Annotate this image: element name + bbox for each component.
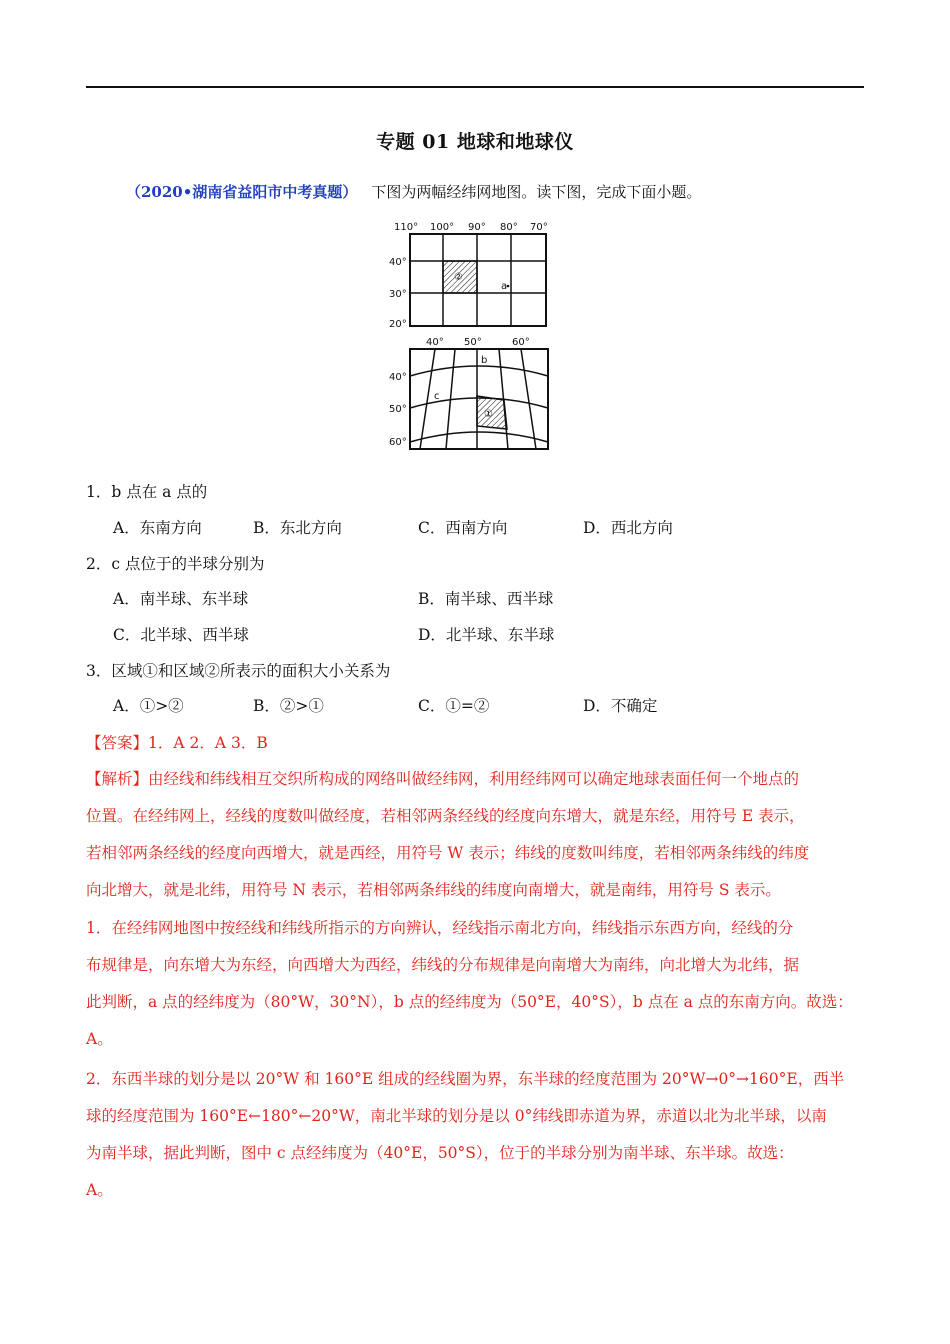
analysis-q2-line-4: A。 xyxy=(86,1181,113,1199)
analysis-line-2: 位置。在经纬网上，经线的度数叫做经度，若相邻两条经线的经度向东增大，就是东经，用符号 E 表示， xyxy=(86,807,805,825)
q3-option-d: D．不确定 xyxy=(583,697,658,715)
analysis-q1-line-2: 布规律是，向东增大为东经，向西增大为西经，纬线的分布规律是向南增大为南纬，向北增大为北纬，据 xyxy=(86,956,800,974)
bottom-lon-label-40: 40° xyxy=(426,337,444,348)
page-title: 专题 01 地球和地球仪 xyxy=(376,131,574,153)
top-lon-label-100: 100° xyxy=(430,222,455,233)
question-3: 3．区域①和区域②所表示的面积大小关系为 xyxy=(86,662,391,680)
analysis-line-1: 【解析】由经线和纬线相互交织所构成的网络叫做经纬网，利用经纬网可以确定地球表面任何一个地点的 xyxy=(86,770,800,788)
header-rule xyxy=(86,86,864,88)
top-lat-label-40: 40° xyxy=(389,257,407,268)
intro-text: 下图为两幅经纬网地图。读下图，完成下面小题。 xyxy=(371,183,702,201)
top-lat-label-20: 20° xyxy=(389,319,407,330)
analysis-q1-line-3: 此判断，a 点的经纬度为（80°W，30°N），b 点的经纬度为（50°E，40°S），b 点在 a 点的东南方向。故选： xyxy=(86,993,853,1011)
q1-option-a: A．东南方向 xyxy=(113,519,202,537)
analysis-line-4: 向北增大，就是北纬，用符号 N 表示，若相邻两条纬线的纬度向南增大，就是南纬，用符号 S 表示。 xyxy=(86,881,781,899)
question-2: 2．c 点位于的半球分别为 xyxy=(86,555,265,573)
answer-label: 【答案】 xyxy=(86,734,149,752)
answer xyxy=(86,731,268,753)
q2-option-b: B．南半球、西半球 xyxy=(418,590,554,608)
analysis-q2-line-1: 2．东西半球的划分是以 20°W 和 160°E 组成的经线圈为界，东半球的经度范围为 20°W→0°→160°E，西半 xyxy=(86,1070,845,1088)
question-source: （2020•湖南省益阳市中考真题） xyxy=(126,183,358,201)
bottom-lon-label-60: 60° xyxy=(512,337,530,348)
top-lon-label-110: 110° xyxy=(394,222,419,233)
top-lon-label-70: 70° xyxy=(530,222,548,233)
analysis-q2-line-2: 球的经度范围为 160°E←180°←20°W，南北半球的划分是以 0°纬线即赤道为界，赤道以北为北半球，以南 xyxy=(86,1107,827,1125)
region-2-label: ② xyxy=(454,272,463,283)
q3-option-c: C．①=② xyxy=(418,697,490,715)
q1-option-b: B．东北方向 xyxy=(253,519,342,537)
answer-text: 1．A 2．A 3．B xyxy=(148,734,268,752)
bottom-lat-label-50: 50° xyxy=(389,404,407,415)
region-1-label: ① xyxy=(484,409,493,420)
q1-option-c: C．西南方向 xyxy=(418,519,508,537)
analysis-label: 【解析】 xyxy=(86,770,149,788)
bottom-lon-label-50: 50° xyxy=(464,337,482,348)
point-c-label: c xyxy=(434,391,440,402)
lat-lon-figure xyxy=(380,216,560,456)
question-intro xyxy=(126,181,701,202)
question-1: 1．b 点在 a 点的 xyxy=(86,483,208,501)
analysis-line-3: 若相邻两条经线的经度向西增大，就是西经，用符号 W 表示；纬线的度数叫纬度，若相邻两条纬线的纬度 xyxy=(86,844,810,862)
q2-option-d: D．北半球、东半球 xyxy=(418,626,555,644)
analysis-q1-line-1: 1．在经纬网地图中按经线和纬线所指示的方向辨认，经线指示南北方向，纬线指示东西方向，经线的分 xyxy=(86,919,794,937)
top-lon-label-90: 90° xyxy=(468,222,486,233)
top-lon-label-80: 80° xyxy=(500,222,518,233)
point-a-label: a xyxy=(501,281,508,292)
analysis-q1-line-4: A。 xyxy=(86,1030,113,1048)
q2-option-a: A．南半球、东半球 xyxy=(113,590,249,608)
point-a xyxy=(507,285,510,288)
analysis-q2-line-3: 为南半球，据此判断，图中 c 点经纬度为（40°E，50°S），位于的半球分别为南半球、东半球。故选： xyxy=(86,1144,794,1162)
q2-option-c: C．北半球、西半球 xyxy=(113,626,249,644)
top-map-frame xyxy=(410,234,546,326)
bottom-lat-label-60: 60° xyxy=(389,437,407,448)
point-b-label: b xyxy=(481,355,488,366)
bottom-lat-label-40: 40° xyxy=(389,372,407,383)
q3-option-b: B．②>① xyxy=(253,697,324,715)
q3-option-a: A．①>② xyxy=(113,697,184,715)
top-lat-label-30: 30° xyxy=(389,289,407,300)
lat-lon-maps xyxy=(380,216,560,456)
q1-option-d: D．西北方向 xyxy=(583,519,673,537)
